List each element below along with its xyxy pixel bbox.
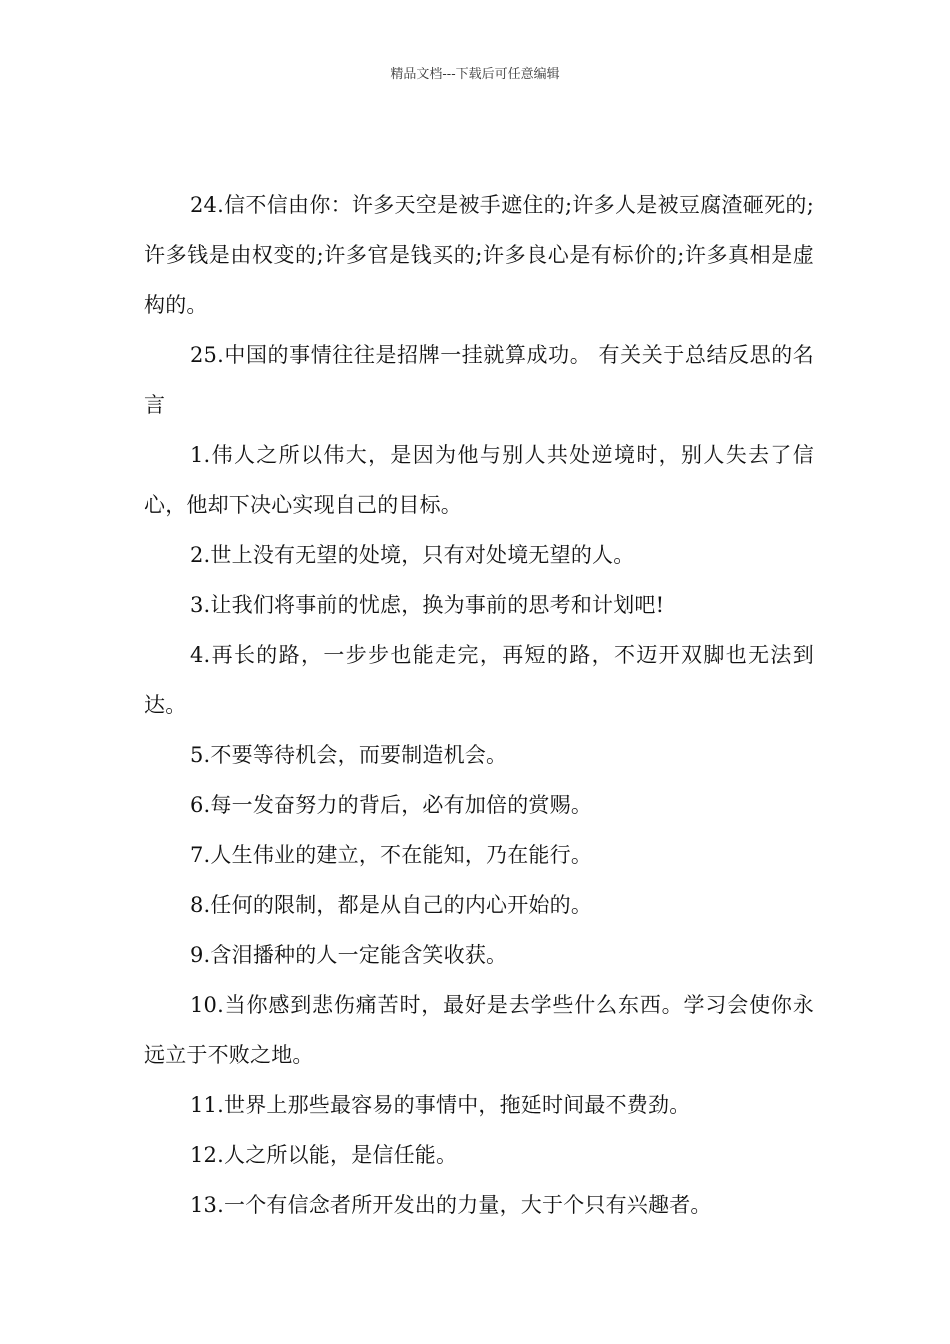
quote-paragraph-25: 25.中国的事情往往是招牌一挂就算成功。 有关关于总结反思的名言 [144, 343, 814, 417]
page-header: 精品文档---下载后可任意编辑 [390, 67, 560, 82]
quote-paragraph-10: 10.当你感到悲伤痛苦时，最好是去学些什么东西。学习会使你永远立于不败之地。 [144, 993, 814, 1067]
quote-paragraph-3: 3.让我们将事前的忧虑，换为事前的思考和计划吧! [190, 593, 665, 617]
document-body [144, 180, 814, 1230]
quote-paragraph-9: 9.含泪播种的人一定能含笑收获。 [190, 943, 508, 967]
quote-paragraph-1: 1.伟人之所以伟大，是因为他与别人共处逆境时，别人失去了信心，他却下决心实现自己的目标。 [144, 443, 814, 517]
quote-paragraph-12: 12.人之所以能，是信任能。 [190, 1143, 458, 1167]
quote-paragraph-11: 11.世界上那些最容易的事情中，拖延时间最不费劲。 [190, 1093, 691, 1117]
quote-paragraph-24: 24.信不信由你：许多天空是被手遮住的;许多人是被豆腐渣砸死的;许多钱是由权变的;许多官是钱买的;许多良心是有标价的;许多真相是虚构的。 [144, 193, 814, 317]
quote-paragraph-6: 6.每一发奋努力的背后，必有加倍的赏赐。 [190, 793, 593, 817]
quote-paragraph-13: 13.一个有信念者所开发出的力量，大于个只有兴趣者。 [190, 1193, 712, 1217]
quote-paragraph-7: 7.人生伟业的建立，不在能知，乃在能行。 [190, 843, 593, 867]
quote-paragraph-4: 4.再长的路，一步步也能走完，再短的路，不迈开双脚也无法到达。 [144, 643, 814, 717]
quote-paragraph-2: 2.世上没有无望的处境，只有对处境无望的人。 [190, 543, 635, 567]
quote-paragraph-8: 8.任何的限制，都是从自己的内心开始的。 [190, 893, 593, 917]
quote-paragraph-5: 5.不要等待机会，而要制造机会。 [190, 743, 508, 767]
